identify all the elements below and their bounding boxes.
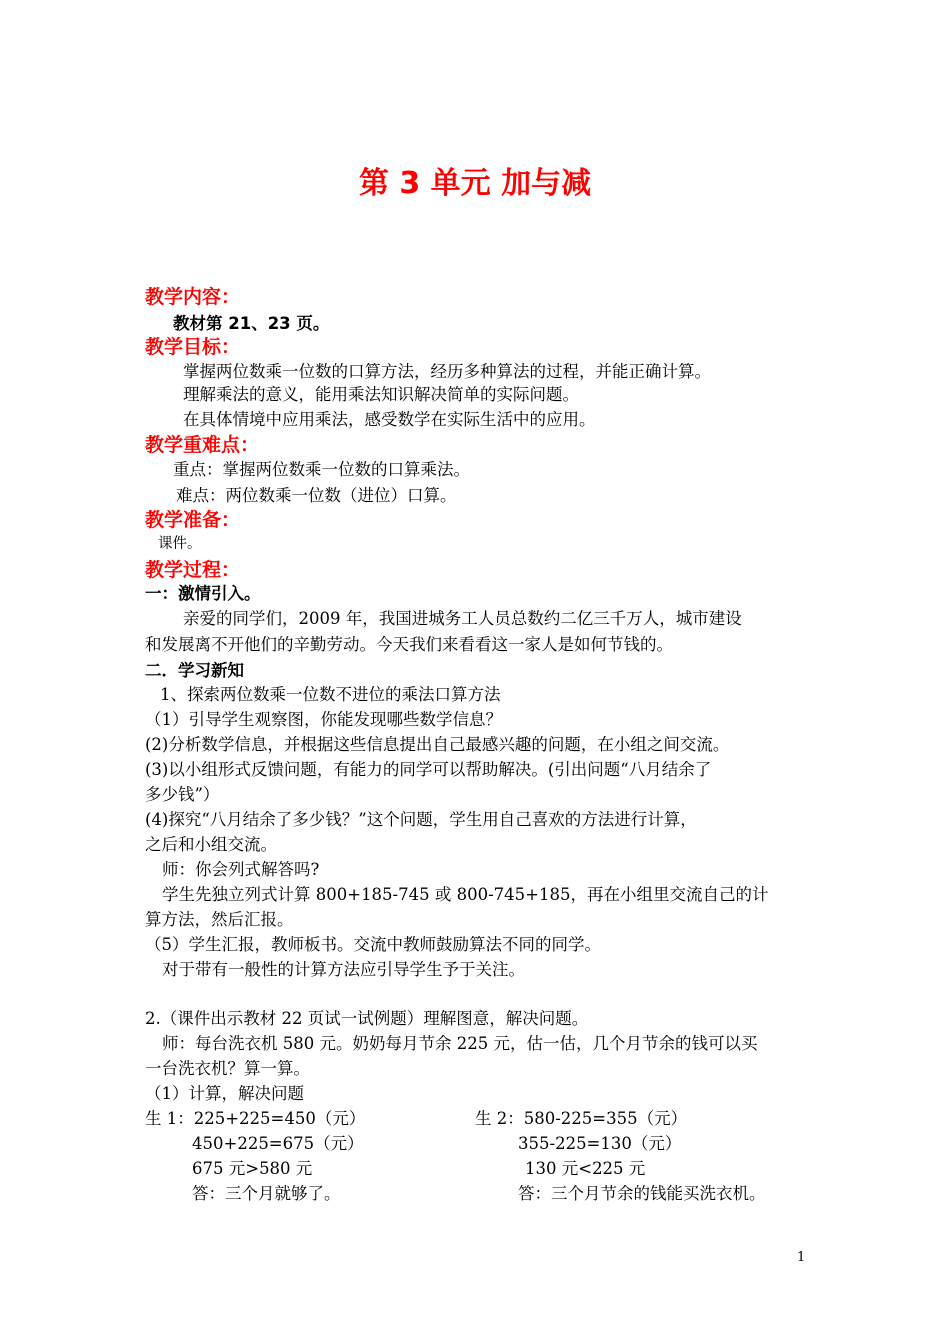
part2-heading: 二．学习新知 <box>145 661 244 680</box>
student1-line: 生 1：225+225=450（元） <box>145 1109 366 1128</box>
page-title: 第 3 单元 加与减 <box>358 166 592 201</box>
page-number: 1 <box>797 1250 806 1265</box>
paragraph-line: 一台洗衣机？算一算。 <box>145 1059 310 1078</box>
paragraph-line: 之后和小组交流。 <box>145 835 277 854</box>
paragraph-line: 1、探索两位数乘一位数不进位的乘法口算方法 <box>160 685 501 704</box>
student1-line: 450+225=675（元） <box>192 1134 364 1153</box>
paragraph-line: (4)探究“八月结余了多少钱？”这个问题，学生用自己喜欢的方法进行计算， <box>145 810 697 829</box>
student2-line: 答：三个月节余的钱能买洗衣机。 <box>518 1184 766 1203</box>
paragraph-line: 2.（课件出示教材 22 页试一试例题）理解图意，解决问题。 <box>145 1009 589 1028</box>
paragraph-line: 师：你会列式解答吗? <box>162 860 320 879</box>
content-text: 教材第 21、23 页。 <box>173 314 330 333</box>
key-heading: 教学重难点： <box>145 434 260 456</box>
goal-line: 掌握两位数乘一位数的口算方法，经历多种算法的过程，并能正确计算。 <box>183 362 711 381</box>
paragraph-line: 师：每台洗衣机 580 元。奶奶每月节余 225 元，估一估，几个月节余的钱可以买 <box>162 1034 758 1053</box>
paragraph-line: （1）引导学生观察图，你能发现哪些数学信息？ <box>145 710 502 729</box>
student2-line: 355-225=130（元） <box>518 1134 682 1153</box>
paragraph-line: (2)分析数学信息，并根据这些信息提出自己最感兴趣的问题，在小组之间交流。 <box>145 735 730 754</box>
paragraph-line: (3)以小组形式反馈问题，有能力的同学可以帮助解决。(引出问题“八月结余了 <box>145 760 712 779</box>
student2-line: 生 2：580-225=355（元） <box>475 1109 688 1128</box>
goal-line: 理解乘法的意义，能用乘法知识解决简单的实际问题。 <box>183 385 579 404</box>
prep-text: 课件。 <box>158 536 202 552</box>
content-heading: 教学内容： <box>145 286 241 308</box>
paragraph-line: 和发展离不开他们的辛勤劳动。今天我们来看看这一家人是如何节钱的。 <box>145 635 673 654</box>
paragraph-line: 亲爱的同学们，2009 年，我国进城务工人员总数约二亿三千万人，城市建设 <box>183 609 742 628</box>
part1-heading: 一：激情引入。 <box>145 584 261 603</box>
paragraph-line: 对于带有一般性的计算方法应引导学生予于关注。 <box>162 960 525 979</box>
prep-heading: 教学准备： <box>145 509 241 531</box>
student1-line: 675 元>580 元 <box>192 1159 313 1178</box>
paragraph-line: 多少钱”） <box>145 785 220 804</box>
goals-heading: 教学目标： <box>145 336 241 358</box>
key-point: 重点：掌握两位数乘一位数的口算乘法。 <box>173 460 470 479</box>
paragraph-line: （1）计算，解决问题 <box>145 1084 304 1103</box>
process-heading: 教学过程： <box>145 559 241 581</box>
difficult-point: 难点：两位数乘一位数（进位）口算。 <box>176 486 457 505</box>
paragraph-line: 算方法，然后汇报。 <box>145 910 294 929</box>
paragraph-line: （5）学生汇报，教师板书。交流中教师鼓励算法不同的同学。 <box>145 935 601 954</box>
student2-line: 130 元<225 元 <box>525 1159 646 1178</box>
student1-line: 答：三个月就够了。 <box>192 1184 341 1203</box>
paragraph-line: 学生先独立列式计算 800+185-745 或 800-745+185，再在小组里交流自己的计 <box>162 885 769 904</box>
goal-line: 在具体情境中应用乘法，感受数学在实际生活中的应用。 <box>183 410 596 429</box>
